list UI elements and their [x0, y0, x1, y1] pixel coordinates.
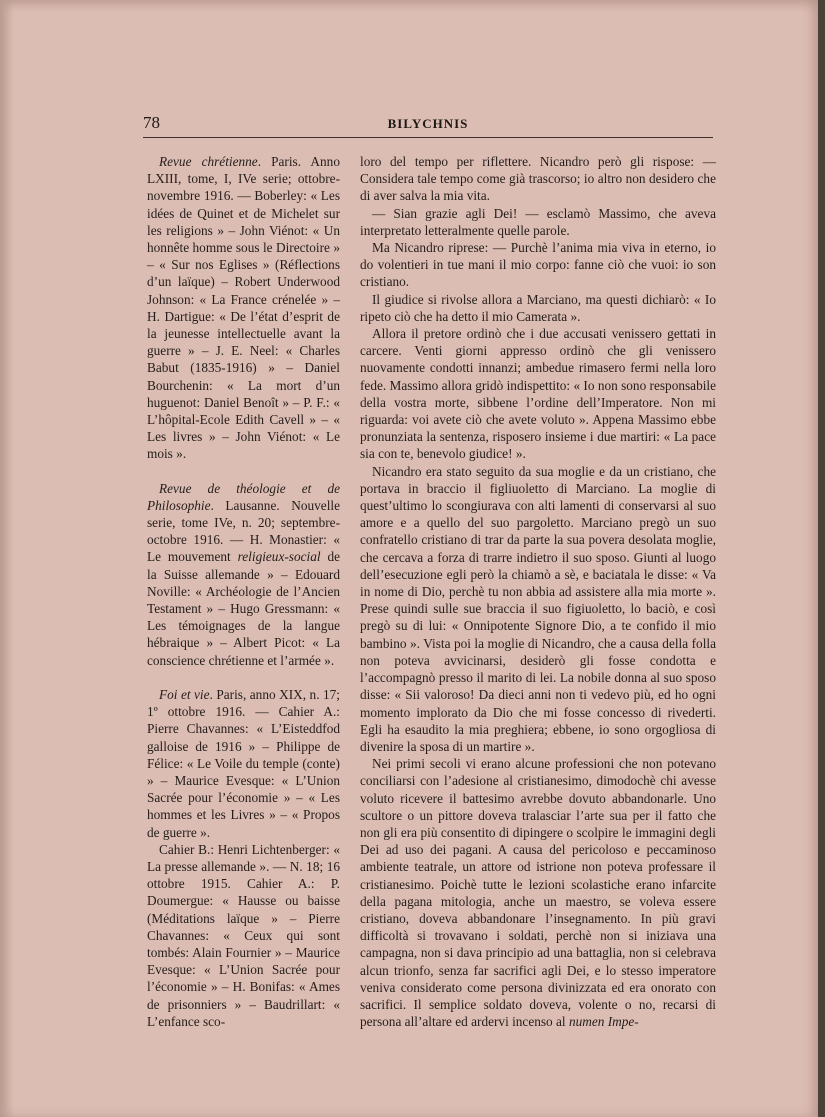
review-text: . Lausanne. Nouvelle serie, tome IVe, n. 20; septembre-octobre 1916. — H. Monastier: « Le mouvement: [147, 497, 340, 565]
page-spine-shadow: [0, 0, 14, 1117]
left-column: [147, 153, 340, 1030]
review-emphasis: religieux-social: [237, 549, 321, 565]
running-title: BILYCHNIS: [387, 116, 469, 131]
body-text: Nei primi secoli vi erano alcune professioni che non potevano conciliarsi con l’adesione al cristianesimo, dimodochè chi avesse voluto ricevere il battesimo avrebbe dovuto abbandonarle. Uno scultore o un pittore doveva tralasciar l’arte sua per il fatto che non gli era più consentito di dipingere o scolpire le immagini degli Dei ad uso dei pagani. A causa del pericoloso e peccaminoso ambiente teatrale, un attore od istrione non poteva professare il cristianesimo. Poichè tutte le lezioni scolastiche erano infarcite della pagana mitologia, anche un maestro, se voleva essere cristiano, doveva abbandonare l’insegnamento. In più gravi difficoltà si trovavano i soldati, perchè non si iniziava una campagna, non si dava principio ad una battaglia, non si celebrava alcun trionfo, senza far sacrifici agli Dei, e lo stesso imperatore veniva considerato come persona divinizzata ed era onorato con sacrifici. Il semplice soldato doveva, volente o no, recarsi di persona all’altare ed ardervi incenso al: [360, 756, 716, 1030]
body-paragraph: Allora il pretore ordinò che i due accusati venissero gettati in carcere. Venti giorni appresso ordinò che gli venissero nuovamente condotti innanzi; ambedue rimasero fermi nella loro fede. Massimo allora gridò indispettito: « Io non sono responsabile della vostra morte, sibbene l’ordine dell’Imperatore. Non mi riguarda: voi avete ciò che avete voluto ». Appena Massimo ebbe pronunziata la sentenza, risposero insieme i due martiri: « La pace sia con te, benevolo giudice! ».: [360, 326, 717, 462]
review-entry-continuation: Cahier B.: Henri Lichtenberger: « La presse allemande ». — N. 18; 16 ottobre 1915. Cahier A.: P. Doumergue: « Hausse ou baisse (Méditations laïque » – Pierre Chavannes: « Ceux qui sont tombés: Alain Fournier » – Maurice Evesque: « L’Union Sacrée pour l’économie » – H. Bonifas: « Ames de prisonniers » – Baudrillart: « L’enfance sco-: [147, 841, 340, 1029]
review-text: . Paris, anno XIX, n. 17; 1º ottobre 1916. — Cahier A.: Pierre Chavannes: « L’Eisteddfod galloise de 1916 » – Philippe de Félice: « Le Voile du temple (conte) » – Maurice Evesque: « L’Union Sacrée pour l’économie » – « Les hommes et les Livres » – « Propos de guerre ».: [147, 686, 340, 840]
review-text: de la Suisse allemande » – Edouard Noville: « Archéologie de l’Ancien Testament » – Hugo Gressmann: « Les témoignages de la langue hébraique » – Albert Picot: « La conscience chrétienne et l’armée ».: [147, 549, 341, 668]
right-column: [360, 153, 716, 1030]
page-number: 78: [143, 113, 160, 132]
body-paragraph: Nicandro era stato seguito da sua moglie e da un cristiano, che portava in braccio il figliuoletto di Marciano. La moglie di quest’ultimo lo scongiurava con alti lamenti di conservarsi al suo amore e a quello del suo pargoletto. Marciano pregò un suo confratello cristiano di trar da parte la sua povera desolata moglie, che cercava a forza di trarre indietro il suo sposo. Giunti al luogo dell’esecuzione egli però la chiamò a sè, e baciatala le disse: « Va in nome di Dio, perchè tu non abbia ad assistere alla mia morte ». Prese quindi sulle sue braccia il suo figiuoletto, lo baciò, e così pregò su di lui: « Onnipotente Signore Dio, a te confido il mio bambino ». Vista poi la moglie di Nicandro, che a causa della folla non poteva avvicinarsi, desiderò gli fosse condotta e l’accompagnò presso il marito di lei. La nobile donna al suo sposo disse: « Sii valoroso! Da dieci anni non ti vedevo più, ed ho ogni momento implorato da Dio che mi fosse concesso di rivederti. Egli ha esaudito la mia preghiera; ebbene, io sono orgogliosa di divenire la sposa di un martire ».: [360, 463, 716, 754]
review-title: Revue chrétienne: [159, 154, 258, 169]
body-paragraph: loro del tempo per riflettere. Nicandro però gli rispose: — Considera tale tempo come già trascorso; io altro non desidero che di aver salva la mia vita.: [360, 154, 716, 204]
body-italic-tail: numen Impe-: [568, 1014, 639, 1030]
review-title: Revue de théologie et de Philosophie: [147, 480, 340, 513]
review-entry-revue-chretienne: [147, 153, 340, 463]
body-paragraph: Ma Nicandro riprese: — Purchè l’anima mia viva in eterno, io do volentieri in tue mani il mio corpo: fanne ciò che vuoi: io son cristiano.: [360, 240, 716, 290]
page-header: [143, 113, 713, 138]
review-title: Foi et vie: [159, 686, 210, 702]
body-paragraph: Il giudice si rivolse allora a Marciano, ma questi dichiarò: « Io ripeto ciò che ha detto il mio Camerata ».: [360, 291, 716, 324]
review-entry-foi-et-vie: [147, 686, 340, 841]
body-paragraph: — Sian grazie agli Dei! — esclamò Massimo, che aveva interpretato letteralmente quelle parole.: [360, 205, 716, 238]
review-text: . Paris. Anno LXIII, tome, I, IVe serie; ottobre-novembre 1916. — Boberley: « Les idées de Quinet et de Michelet sur les religions » – John Viénot: « Un honnête homme sous le Directoire » – « Sur nos Eglises » (Réflections d’un laïque) – Robert Underwood Johnson: « La France crénelée » – H. Dartigue: « De l’état d’esprit de la jeunesse intellectuelle avant la guerre » – J. E. Neel: « Charles Babut (1835-1916) » – Daniel Bourchenin: « La mort d’un huguenot: Daniel Benoît » – P. F.: « L’hôpital-Ecole Edith Cavell » – « Les livres » – John Viénot: « Le mois ».: [147, 154, 340, 462]
body-paragraph-last: [360, 755, 716, 1030]
review-entry-revue-theologie: [147, 480, 340, 669]
